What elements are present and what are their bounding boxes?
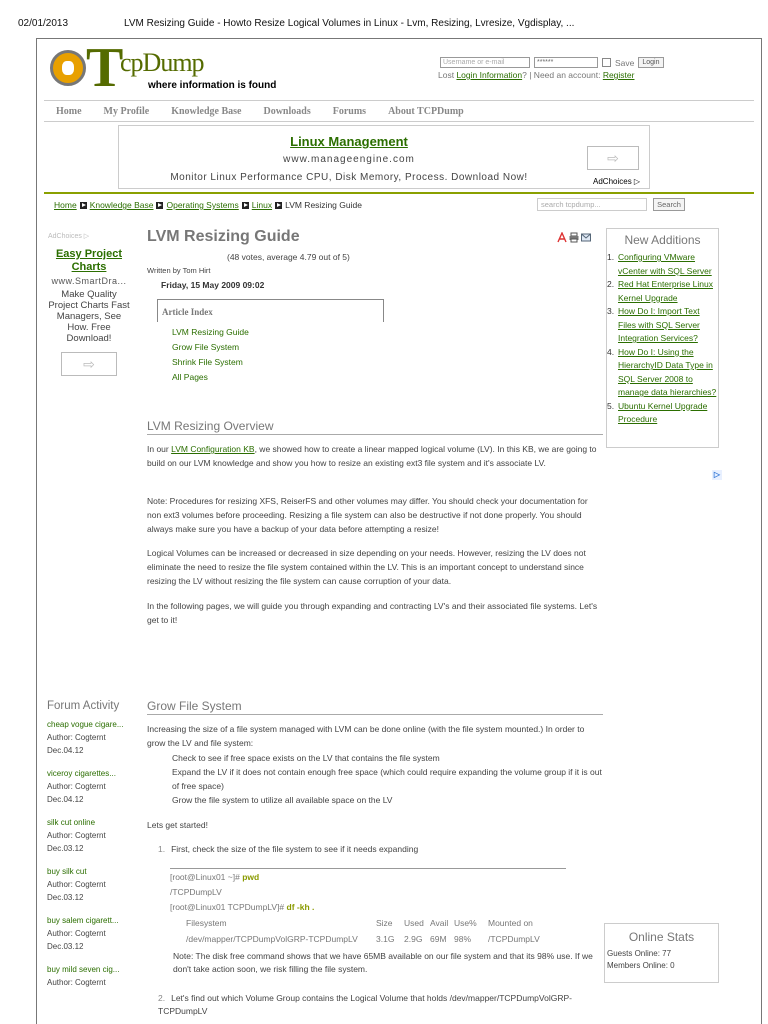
guests-online: Guests Online: 77: [607, 949, 672, 958]
search-input[interactable]: search tcpdump...: [537, 198, 647, 211]
email-icon[interactable]: [581, 232, 591, 243]
lost-login-link[interactable]: Login Information: [456, 70, 523, 80]
article-date: Friday, 15 May 2009 09:02: [161, 280, 265, 290]
forum-activity-panel: [47, 700, 137, 999]
list-item[interactable]: 2. Red Hat Enterprise Linux Kernel Upgrade: [607, 279, 713, 303]
article-index: [157, 299, 384, 322]
ad-info-icon[interactable]: ▷: [713, 470, 721, 479]
overview-paragraph-3: Logical Volumes can be increased or decreased in size depending on your needs. However, resizing the LV does not eliminate the need to resize the file system contained within the LV. This is an important concept to understand since resizing the LV without resizing the file system can cause corruption of your data.: [147, 548, 586, 586]
page-title: LVM Resizing Guide: [147, 228, 300, 245]
index-item-grow[interactable]: Grow File System: [172, 342, 240, 352]
online-stats-values: [605, 948, 718, 972]
top-ad-banner[interactable]: [118, 125, 650, 189]
online-stats-title: Online Stats: [628, 930, 695, 944]
list-item[interactable]: buy mild seven cig... Author: Cogternt: [47, 965, 120, 987]
lost-suffix: ? | Need an account:: [522, 70, 601, 80]
grow-step-3: Grow the file system to utilize all available space on the LV: [172, 795, 393, 805]
save-checkbox[interactable]: [602, 58, 611, 67]
ad-arrow-icon[interactable]: ⇨: [587, 146, 639, 170]
left-ad-headline[interactable]: Easy Project Charts: [55, 248, 123, 273]
grow-heading: Grow File System: [147, 699, 603, 715]
index-item-guide[interactable]: LVM Resizing Guide: [172, 327, 249, 337]
login-button[interactable]: Login: [638, 57, 663, 68]
print-date: 02/01/2013: [18, 18, 69, 29]
main-nav: [44, 100, 754, 122]
login-links: [438, 70, 634, 80]
df-header-row: Filesystem Size Used Avail Use% Mounted on: [186, 918, 533, 928]
crumb-knowledge-base[interactable]: Knowledge Base: [89, 200, 154, 210]
adchoices-label[interactable]: AdChoices ▷: [593, 177, 641, 186]
list-item[interactable]: 4. How Do I: Using the HierarchyID Data Type in SQL Server 2008 to manage data hierarchies?: [607, 346, 717, 397]
nav-forums[interactable]: Forums: [332, 105, 367, 117]
ad-text: Monitor Linux Performance CPU, Disk Memory, Process. Download Now!: [170, 172, 528, 183]
code-block: [170, 868, 566, 950]
overview-paragraph-1: In our LVM Configuration KB, we showed how to create a linear mapped logical volume (LV). In this KB, we are going to build on our LVM knowledge and show you how to resize an existing ext3 file system and it's associate LV.: [147, 444, 597, 468]
separator-bar: [44, 192, 754, 194]
gear-icon: [50, 50, 86, 86]
lets-start: Lets get started!: [147, 820, 208, 830]
grow-step-1: Check to see if free space exists on the LV that contains the file system: [172, 753, 440, 763]
forum-activity-title: Forum Activity: [47, 700, 120, 712]
arrow-right-icon: [242, 202, 249, 209]
lvm-config-link[interactable]: LVM Configuration KB: [171, 444, 255, 454]
members-online: Members Online: 0: [607, 961, 675, 970]
left-ad-url[interactable]: www.SmartDra...: [51, 276, 127, 286]
new-additions-title: New Additions: [624, 233, 701, 247]
article-actions: [557, 232, 591, 243]
new-additions-list: [607, 251, 718, 427]
lost-prefix: Lost: [438, 70, 455, 80]
arrow-right-icon: [275, 202, 282, 209]
print-title: LVM Resizing Guide - Howto Resize Logical Volumes in Linux - Lvm, Resizing, Lvresize, Vgdisplay, ...: [124, 18, 575, 29]
grow-intro: Increasing the size of a file system managed with LVM can be done online (with the file system mounted.) In order to grow the LV and file system:: [147, 724, 585, 748]
print-header: [18, 18, 748, 29]
df-note: Note: The disk free command shows that we have 65MB available on our file system and that its 98% use. If we don't take action soon, we risk filling the file system.: [173, 951, 593, 974]
register-link[interactable]: Register: [602, 70, 635, 80]
username-field[interactable]: Username or e-mail: [440, 57, 530, 68]
nav-home[interactable]: Home: [56, 105, 82, 117]
df-value-row: /dev/mapper/TCPDumpVolGRP-TCPDumpLV 3.1G 2.9G 69M 98% /TCPDumpLV: [186, 934, 540, 944]
left-adchoices[interactable]: AdChoices ▷: [48, 233, 90, 240]
overview-paragraph-4: In the following pages, we will guide you through expanding and contracting LV's and their associated file systems. Let's get to it!: [147, 601, 598, 625]
nav-knowledge-base[interactable]: Knowledge Base: [171, 105, 242, 117]
print-icon[interactable]: [569, 232, 579, 243]
crumb-linux[interactable]: Linux: [251, 200, 273, 210]
index-item-all-pages[interactable]: All Pages: [172, 372, 208, 382]
code-line: [root@Linux01 TCPDumpLV]# df -kh .: [170, 902, 315, 912]
grow-step-2: Expand the LV if it does not contain enough free space (which could require expanding the volume group if it is out of free space): [172, 767, 602, 791]
online-stats-panel: [604, 923, 719, 983]
code-line: [root@Linux01 ~]# pwd: [170, 872, 260, 882]
arrow-right-icon: [156, 202, 163, 209]
left-ad-body: Make Quality Project Charts Fast Managers, See How. Free Download!: [48, 289, 130, 344]
pdf-icon[interactable]: [557, 232, 567, 243]
crumb-current: LVM Resizing Guide: [285, 200, 362, 210]
overview-heading: LVM Resizing Overview: [147, 419, 603, 435]
ad-headline[interactable]: Linux Management: [290, 134, 408, 149]
article-index-title: Article Index: [162, 307, 213, 317]
step-1: 1. First, check the size of the file system to see if it needs expanding: [158, 844, 419, 854]
save-label: Save: [615, 57, 635, 68]
list-item[interactable]: buy silk cut Author: Cogternt Dec.03.12: [47, 867, 106, 902]
nav-my-profile[interactable]: My Profile: [103, 105, 150, 117]
list-item[interactable]: buy salem cigarett... Author: Cogternt Dec.03.12: [47, 916, 119, 951]
list-item[interactable]: 5. Ubuntu Kernel Upgrade Procedure: [607, 400, 708, 424]
logo-text[interactable]: cpDump: [120, 48, 204, 77]
list-item[interactable]: 1. Configuring VMware vCenter with SQL Server: [607, 252, 712, 276]
login-form: [440, 57, 664, 68]
index-item-shrink[interactable]: Shrink File System: [172, 357, 243, 367]
arrow-right-icon: [80, 202, 87, 209]
crumb-home[interactable]: Home: [54, 200, 77, 210]
breadcrumb: [54, 200, 362, 210]
article-index-list: [172, 325, 249, 385]
left-ad-arrow-icon[interactable]: ⇨: [61, 352, 117, 376]
list-item[interactable]: silk cut online Author: Cogternt Dec.03.12: [47, 818, 106, 853]
logo-tagline: where information is found: [148, 80, 277, 91]
author-line: Written by Tom Hirt: [147, 266, 211, 275]
password-field[interactable]: ******: [534, 57, 598, 68]
nav-about[interactable]: About TCPDump: [388, 105, 464, 117]
nav-downloads[interactable]: Downloads: [263, 105, 311, 117]
list-item[interactable]: viceroy cigarettes... Author: Cogternt Dec.04.12: [47, 769, 116, 804]
crumb-operating-systems[interactable]: Operating Systems: [166, 200, 239, 210]
search-button[interactable]: Search: [653, 198, 685, 211]
left-ad[interactable]: [48, 232, 130, 376]
ad-url[interactable]: www.manageengine.com: [283, 154, 415, 165]
overview-paragraph-2: Note: Procedures for resizing XFS, ReiserFS and other volumes may differ. You should check your documentation for non ext3 volumes before proceeding. Resizing a file system can also be destructive if not done properly. You should always make sure you have a backup of your data before attempting a resize!: [147, 496, 588, 534]
vote-summary: (48 votes, average 4.79 out of 5): [227, 252, 350, 262]
step-2: 2. Let's find out which Volume Group contains the Logical Volume that holds /dev/mapper/TCPDumpVolGRP-TCPDumpLV: [158, 993, 572, 1016]
list-item[interactable]: cheap vogue cigare... Author: Cogternt Dec.04.12: [47, 720, 124, 755]
list-item[interactable]: 3. How Do I: Import Text Files with SQL Server Integration Services?: [607, 306, 700, 343]
new-additions-panel: [606, 228, 719, 448]
article-header: [147, 228, 603, 290]
code-line: /TCPDumpLV: [170, 887, 222, 897]
logo-letter[interactable]: T: [86, 37, 124, 99]
